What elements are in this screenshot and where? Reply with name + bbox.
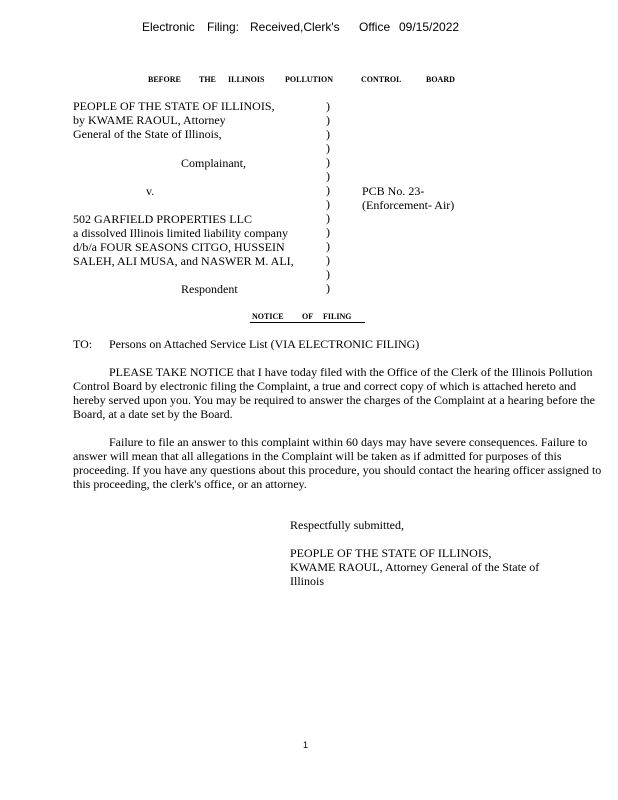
board-title-word: BOARD [426, 75, 455, 84]
paren: ) [326, 239, 330, 253]
respondent-line: a dissolved Illinois limited liability company [73, 226, 288, 240]
to-label: TO: [73, 337, 93, 351]
versus-label: v. [146, 184, 155, 198]
complainant-line: by KWAME RAOUL, Attorney [73, 113, 226, 127]
signature-line: KWAME RAOUL, Attorney General of the State of [290, 560, 540, 574]
paren: ) [326, 183, 330, 197]
to-recipients: Persons on Attached Service List (VIA ELECTRONIC FILING) [109, 337, 420, 351]
complainant-line: PEOPLE OF THE STATE OF ILLINOIS, [73, 99, 275, 113]
paren: ) [326, 253, 330, 267]
caption-parens [326, 99, 330, 295]
complainant-block [73, 99, 275, 141]
board-title-word: ILLINOIS [228, 75, 265, 84]
respondent-line: SALEH, ALI MUSA, and NASWER M. ALI, [73, 254, 294, 268]
paren: ) [326, 169, 330, 183]
notice-title-word: FILING [323, 312, 352, 321]
consequences-paragraph: Failure to file an answer to this complaint within 60 days may have severe consequences. Failure to answer will mean that all allegations in the Complaint will be taken as if admitted for purposes of this proceeding. If you have any questions about this procedure, you should contact the hearing officer assigned to this proceeding, the clerk's office, or an attorney. [73, 435, 602, 491]
respondent-line: 502 GARFIELD PROPERTIES LLC [73, 212, 252, 226]
board-title-word: BEFORE [148, 75, 181, 84]
notice-title-word: NOTICE [252, 312, 284, 321]
stamp-filing: Filing: [207, 20, 240, 34]
paren: ) [326, 267, 330, 281]
stamp-date: 09/15/2022 [399, 20, 460, 34]
board-title-word: POLLUTION [285, 75, 334, 84]
respondent-block [73, 212, 294, 268]
paren: ) [326, 197, 330, 211]
board-title-word: THE [199, 75, 216, 84]
pcb-number: PCB No. 23- [362, 184, 425, 198]
signature-block [290, 546, 539, 588]
notice-title-underline [250, 322, 365, 323]
respondent-line: d/b/a FOUR SEASONS CITGO, HUSSEIN [73, 240, 285, 254]
board-title-word: CONTROL [361, 75, 402, 84]
complainant-label: Complainant, [181, 156, 246, 170]
complainant-line: General of the State of Illinois, [73, 127, 222, 141]
closing: Respectfully submitted, [290, 518, 404, 532]
paren: ) [326, 113, 330, 127]
respondent-label: Respondent [181, 282, 238, 296]
signature-line: PEOPLE OF THE STATE OF ILLINOIS, [290, 546, 492, 560]
stamp-office: Office [359, 20, 391, 34]
paren: ) [326, 211, 330, 225]
paren: ) [326, 225, 330, 239]
stamp-received: Received,Clerk's [250, 20, 340, 34]
paren: ) [326, 155, 330, 169]
page-number: 1 [303, 740, 309, 750]
paren: ) [326, 141, 330, 155]
notice-paragraph: PLEASE TAKE NOTICE that I have today filed with the Office of the Clerk of the Illinois Pollution Control Board by electronic filing the Complaint, a true and correct copy of which is attached hereto and hereby served upon you. You may be required to answer the charges of the Complaint at a hearing before the Board, at a date set by the Board. [73, 365, 595, 421]
stamp-electronic: Electronic [142, 20, 195, 34]
paren: ) [326, 127, 330, 141]
paren: ) [326, 281, 330, 295]
signature-line: Illinois [290, 574, 325, 588]
paren: ) [326, 99, 330, 113]
notice-title-word: OF [302, 312, 314, 321]
enforcement-type: (Enforcement- Air) [362, 198, 455, 212]
